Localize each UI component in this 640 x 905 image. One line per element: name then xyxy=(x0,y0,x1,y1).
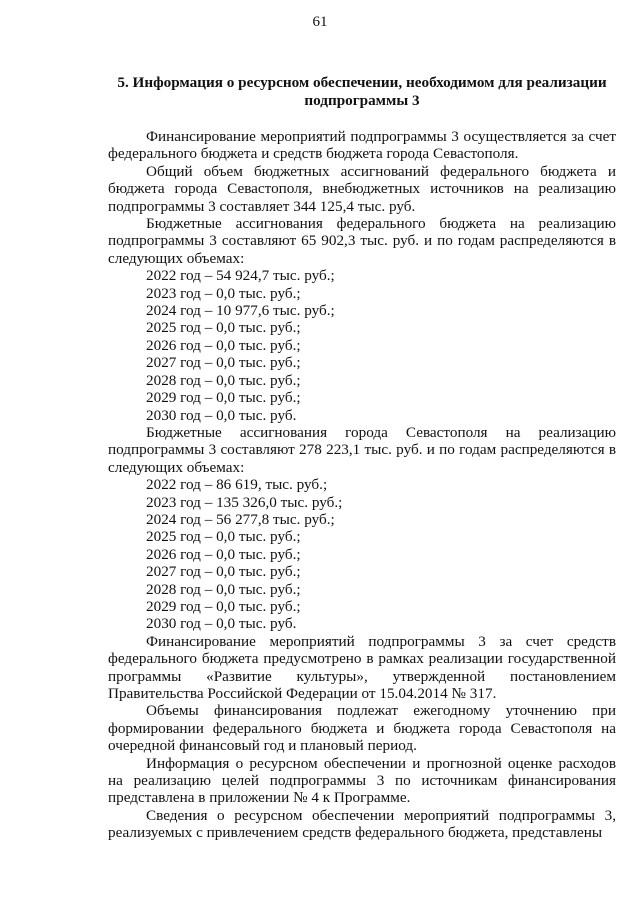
list-item: 2022 год – 54 924,7 тыс. руб.; xyxy=(146,267,335,285)
paragraph-federal-allocations: Бюджетные ассигнования федерального бюджета на реализацию подпрограммы 3 составляют 65 902,3 тыс. руб. и по годам распределяются в следующих объемах: xyxy=(108,215,616,267)
page-number: 61 xyxy=(312,14,328,30)
list-item: 2027 год – 0,0 тыс. руб.; xyxy=(146,563,301,581)
list-item: 2024 год – 10 977,6 тыс. руб.; xyxy=(146,302,335,320)
list-item: 2029 год – 0,0 тыс. руб.; xyxy=(146,597,301,615)
list-item: 2028 год – 0,0 тыс. руб.; xyxy=(146,371,301,389)
list-item: 2029 год – 0,0 тыс. руб.; xyxy=(146,389,301,407)
list-item: 2030 год – 0,0 тыс. руб. xyxy=(146,615,297,633)
list-item: 2023 год – 0,0 тыс. руб.; xyxy=(146,284,301,302)
list-item: 2022 год – 86 619, тыс. руб.; xyxy=(146,476,328,494)
list-item: 2030 год – 0,0 тыс. руб. xyxy=(146,406,297,424)
document-body xyxy=(108,128,616,842)
paragraph-city-allocations: Бюджетные ассигнования города Севастополя на реализацию подпрограммы 3 составляют 278 223,1 тыс. руб. и по годам распределяются в следующих объемах: xyxy=(108,423,616,476)
list-item: 2026 год – 0,0 тыс. руб.; xyxy=(146,336,301,354)
federal-years-list xyxy=(108,267,616,424)
paragraph-financing-sources: Финансирование мероприятий подпрограммы 3 осуществляется за счет федерального бюджета и средств бюджета города Севастополя. xyxy=(108,128,616,163)
section-heading: 5. Информация о ресурсном обеспечении, необходимом для реализации подпрограммы 3 xyxy=(117,74,607,109)
paragraph-annual-adjustment: Объемы финансирования подлежат ежегодному уточнению при формировании федерального бюджета и бюджета города Севастополя на очередной финансовый год и плановый период. xyxy=(108,702,616,755)
list-item: 2028 год – 0,0 тыс. руб.; xyxy=(146,580,301,598)
list-item: 2025 год – 0,0 тыс. руб.; xyxy=(146,528,301,546)
paragraph-state-program: Финансирование мероприятий подпрограммы 3 за счет средств федерального бюджета предусмотрено в рамках реализации государственной программы «Развитие культуры», утвержденной постановлением Правительства Российской Федерации от 15.04.2014 № 317. xyxy=(108,632,616,702)
list-item: 2026 год – 0,0 тыс. руб.; xyxy=(146,545,301,563)
paragraph-federal-info: Сведения о ресурсном обеспечении мероприятий подпрограммы 3, реализуемых с привлечением средств федерального бюджета, представлены xyxy=(108,806,616,842)
paragraph-appendix-reference: Информация о ресурсном обеспечении и прогнозной оценке расходов на реализацию целей подпрограммы 3 по источникам финансирования представлена в приложении № 4 к Программе. xyxy=(108,754,616,807)
list-item: 2025 год – 0,0 тыс. руб.; xyxy=(146,319,301,337)
list-item: 2024 год – 56 277,8 тыс. руб.; xyxy=(146,510,335,528)
list-item: 2023 год – 135 326,0 тыс. руб.; xyxy=(146,493,343,511)
paragraph-total-volume: Общий объем бюджетных ассигнований федерального бюджета и бюджета города Севастополя, внебюджетных источников на реализацию подпрограммы 3 составляет 344 125,4 тыс. руб. xyxy=(108,162,616,215)
city-years-list xyxy=(108,476,616,633)
list-item: 2027 год – 0,0 тыс. руб.; xyxy=(146,354,301,372)
